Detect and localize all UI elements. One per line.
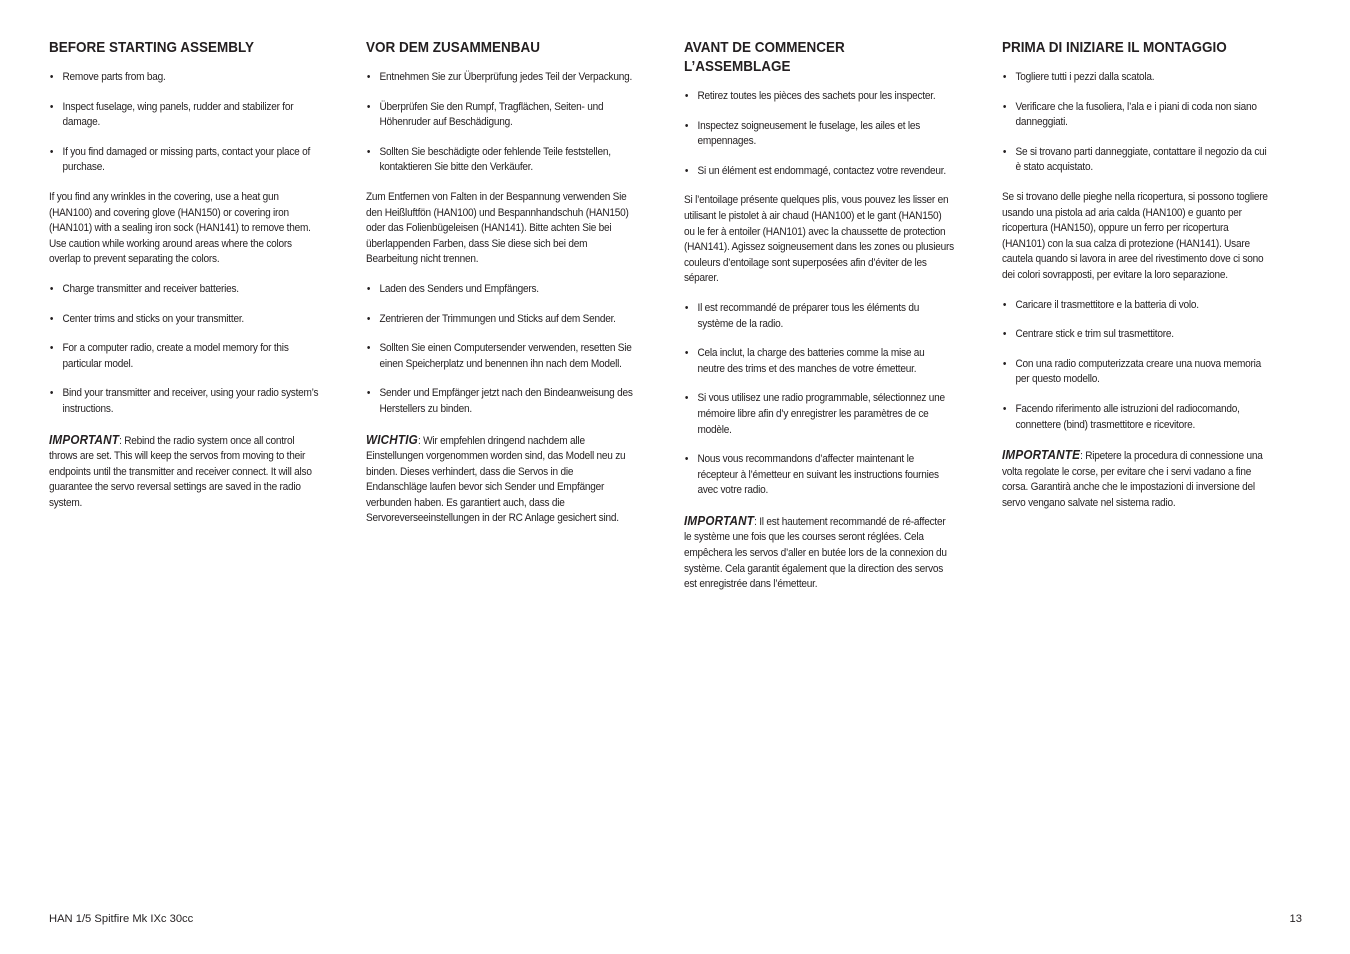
list-item: • Con una radio computerizzata creare una nuova memoria per questo modello. (1002, 357, 1272, 388)
list-item: • If you find damaged or missing parts, contact your place of purchase. (49, 145, 319, 176)
list-item: • For a computer radio, create a model memory for this particular model. (49, 341, 319, 372)
footer-title: HAN 1/5 Spitfire Mk IXc 30cc (49, 913, 194, 925)
bullet-list (49, 282, 319, 418)
important-label: IMPORTANTE (1002, 447, 1081, 463)
list-item: • Si un élément est endommagé, contactez votre revendeur. (684, 164, 954, 180)
list-item: • Bind your transmitter and receiver, using your radio system’s instructions. (49, 386, 319, 417)
bullet-list (366, 282, 636, 418)
column-french (684, 38, 954, 607)
list-item: • Sollten Sie beschädigte oder fehlende Teile feststellen, kontaktieren Sie bitte den Verkäufer. (366, 145, 636, 176)
bullet-list (366, 70, 636, 176)
paragraph: Zum Entfernen von Falten in der Bespannung verwenden Sie den Heißluftfön (HAN100) und Bespannhandschuh (HAN150) oder das Folienbügeleisen (HAN141). Bitte achten Sie bei überlappenden Farben, dass Sie diese sich bei dem Bearbeitung nicht trennen. (366, 190, 629, 266)
paragraph: If you find any wrinkles in the covering, use a heat gun (HAN100) and covering glove (HAN150) or covering iron (HAN101) with a sealing iron sock (HAN141) to remove them. Use caution while working around areas where the colors overlap to prevent separating the colors. (49, 190, 311, 266)
section-heading: PRIMA DI INIZIARE IL MONTAGGIO (1002, 39, 1227, 56)
section-heading: VOR DEM ZUSAMMENBAU (366, 39, 541, 56)
important-text: : Ripetere la procedura di connessione una volta regolate le corse, per evitare che i servi vadano a fine corsa. Garantirà anche che le impostazioni di inversione del servo vengano salvate nel sistema radio. (1002, 450, 1263, 509)
list-item: • Sender und Empfänger jetzt nach den Bindeanweisung des Herstellers zu binden. (366, 386, 636, 417)
list-item: • Inspectez soigneusement le fuselage, les ailes et les empennages. (684, 119, 954, 150)
bullet-list (684, 301, 954, 499)
column-english (49, 38, 319, 525)
important-label: IMPORTANT (684, 512, 755, 528)
list-item: • Center trims and sticks on your transmitter. (49, 312, 319, 328)
important-note (49, 432, 319, 512)
important-text: : Wir empfehlen dringend nachdem alle Einstellungen vorgenommen worden sind, das Modell neu zu binden. Dieses verhindert, dass die Servos in die Endanschläge laufen bevor sich Sender und Empfänger verbunden haben. Es garantiert auch, dass die Servoreverseeinstellungen in der RC Anlage gesichert sind. (366, 434, 626, 525)
important-text: : Rebind the radio system once all control throws are set. This will keep the servos from moving to their endpoints until the transmitter and receiver connect. It will also guarantee the servo reversal settings are saved in the radio system. (49, 434, 312, 509)
list-item: • Charge transmitter and receiver batteries. (49, 282, 319, 298)
list-item: • Facendo riferimento alle istruzioni del radiocomando, connettere (bind) trasmettitore e ricevitore. (1002, 402, 1272, 433)
bullet-list (49, 70, 319, 176)
important-note (1002, 447, 1272, 511)
list-item: • Entnehmen Sie zur Überprüfung jedes Teil der Verpackung. (366, 70, 636, 86)
bullet-list (1002, 298, 1272, 434)
important-label: WICHTIG (366, 431, 418, 447)
important-note (366, 432, 636, 528)
list-item: • Verificare che la fusoliera, l’ala e i piani di coda non siano danneggiati. (1002, 100, 1272, 131)
list-item: • Si vous utilisez une radio programmable, sélectionnez une mémoire libre afin d’y enregistrer les paramètres de ce modèle. (684, 391, 954, 438)
important-note (684, 513, 954, 593)
list-item: • Nous vous recommandons d’affecter maintenant le récepteur à l’émetteur en suivant les instructions fournies avec votre radio. (684, 452, 954, 499)
page-number: 13 (1289, 913, 1302, 925)
list-item: • Überprüfen Sie den Rumpf, Tragflächen, Seiten- und Höhenruder auf Beschädigung. (366, 100, 636, 131)
column-italian (1002, 38, 1272, 525)
list-item: • Cela inclut, la charge des batteries comme la mise au neutre des trims et des manches de votre émetteur. (684, 346, 954, 377)
list-item: • Retirez toutes les pièces des sachets pour les inspecter. (684, 89, 954, 105)
list-item: • Sollten Sie einen Computersender verwenden, resetten Sie einen Speicherplatz und benennen ihn nach dem Modell. (366, 341, 636, 372)
list-item: • Remove parts from bag. (49, 70, 319, 86)
list-item: • Zentrieren der Trimmungen und Sticks auf dem Sender. (366, 312, 636, 328)
important-text: : Il est hautement recommandé de ré-affecter le système une fois que les courses seront réglées. Cela empêchera les servos d’aller en butée lors de la connexion du système. Cela garantit également que la direction des servos est enregistrée dans l’émetteur. (684, 515, 947, 591)
bullet-list (684, 89, 954, 179)
paragraph: Si l’entoilage présente quelques plis, vous pouvez les lisser en utilisant le pistolet à air chaud (HAN100) et le gant (HAN150) ou le fer à entoiler (HAN101) avec la chaussette de protection (HAN141). Agissez soigneusement dans les zones ou plusieurs couleurs d’entoilage sont superposées afin d’éviter de les séparer. (684, 194, 954, 285)
important-label: IMPORTANT (49, 431, 120, 447)
column-german (366, 38, 636, 541)
list-item: • Il est recommandé de préparer tous les éléments du système de la radio. (684, 301, 954, 332)
list-item: • Inspect fuselage, wing panels, rudder and stabilizer for damage. (49, 100, 319, 131)
section-heading: BEFORE STARTING ASSEMBLY (49, 39, 255, 56)
bullet-list (1002, 70, 1272, 176)
list-item: • Se si trovano parti danneggiate, contattare il negozio da cui è stato acquistato. (1002, 145, 1272, 176)
list-item: • Centrare stick e trim sul trasmettitore. (1002, 327, 1272, 343)
section-heading: AVANT DE COMMENCER L’ASSEMBLAGE (684, 39, 845, 75)
paragraph: Se si trovano delle pieghe nella ricopertura, si possono togliere usando una pistola ad aria calda (HAN100) e guanto per ricopertura (HAN150), oppure un ferro per ricopertura (HAN101) con la sua calza di protezione (HAN141). Usare cautela quando si lavora in aree del rivestimento dove ci sono dei colori sovrapposti, per evitare la loro separazione. (1002, 190, 1268, 281)
list-item: • Togliere tutti i pezzi dalla scatola. (1002, 70, 1272, 86)
list-item: • Caricare il trasmettitore e la batteria di volo. (1002, 298, 1272, 314)
list-item: • Laden des Senders und Empfängers. (366, 282, 636, 298)
